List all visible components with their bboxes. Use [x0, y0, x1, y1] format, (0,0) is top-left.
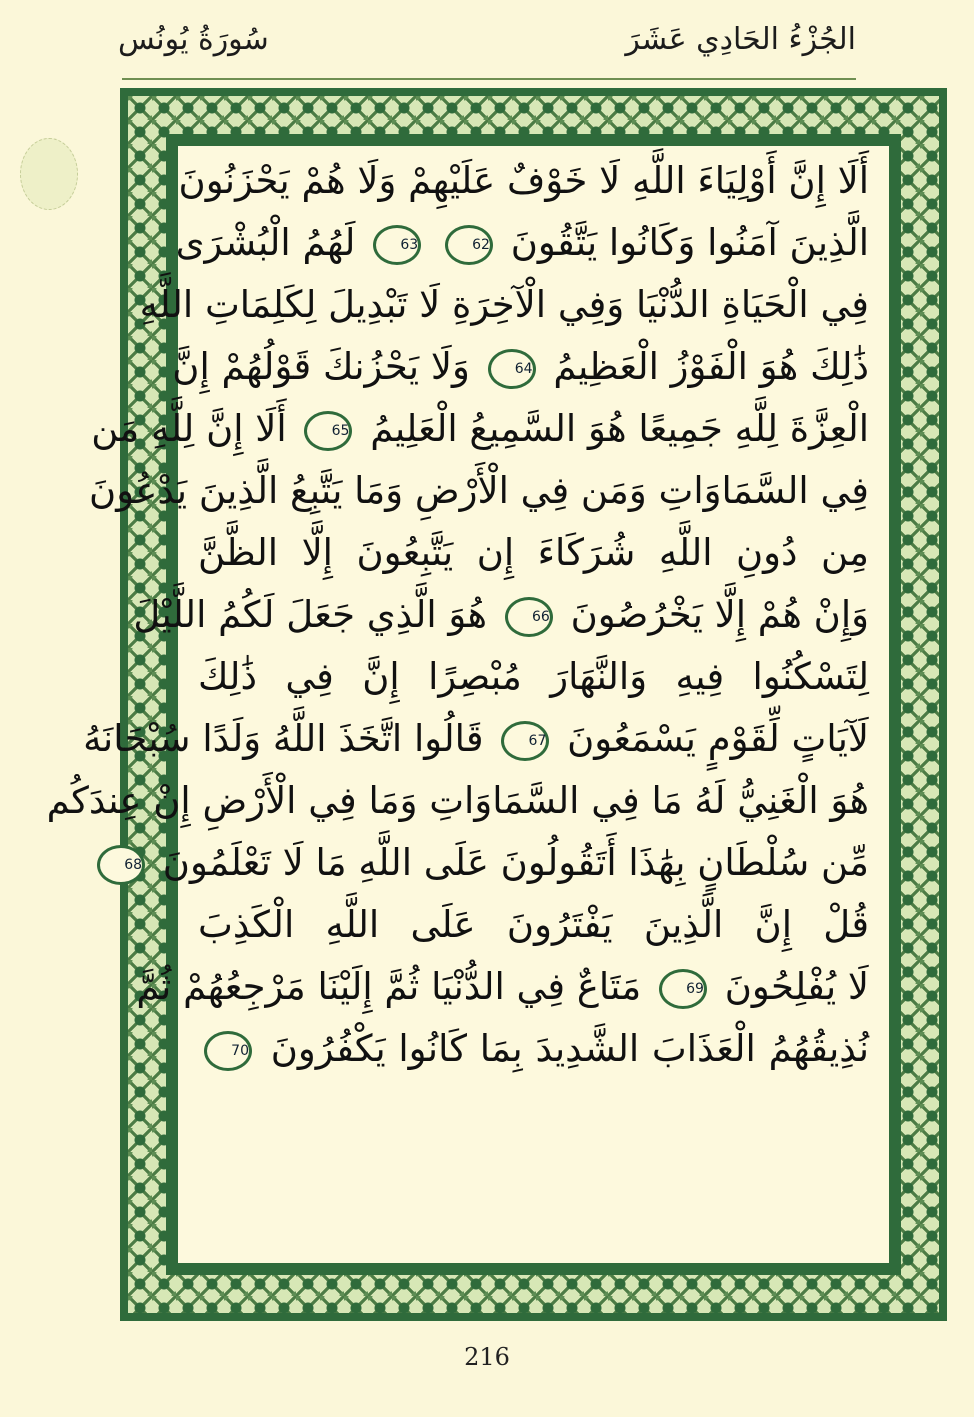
- verse-text: قَالُوا اتَّخَذَ اللَّهُ وَلَدًا سُبْحَانَهُ: [83, 717, 484, 760]
- verse-line: [91, 398, 869, 460]
- verse-text: ذَٰلِكَ هُوَ الْفَوْزُ الْعَظِيمُ: [553, 345, 869, 388]
- ayah-marker: 67: [501, 721, 549, 761]
- quran-text-area: [46, 146, 889, 1263]
- page-number: 216: [464, 1343, 510, 1371]
- ayah-marker: 65: [304, 411, 352, 451]
- verse-line: [198, 1018, 869, 1080]
- verse-text: وَإِنْ هُمْ إِلَّا يَخْرُصُونَ: [570, 593, 869, 636]
- verse-line: [136, 956, 869, 1018]
- verse-text: الَّذِينَ آمَنُوا وَكَانُوا يَتَّقُونَ: [510, 221, 869, 264]
- verse-text: الْعِزَّةَ لِلَّهِ جَمِيعًا هُوَ السَّمِيعُ الْعَلِيمُ: [370, 407, 869, 450]
- verse-line: فِي السَّمَاوَاتِ وَمَن فِي الْأَرْضِ وَمَا يَتَّبِعُ الَّذِينَ يَدْعُونَ: [89, 469, 869, 512]
- verse-text: أَلَا إِنَّ لِلَّهِ مَن: [91, 407, 287, 450]
- verse-text: لَهُمُ الْبُشْرَى: [175, 221, 356, 264]
- ayah-marker: 68: [97, 845, 145, 885]
- surah-name-header: سُورَةُ يُونُس: [118, 22, 269, 57]
- verse-text: لَآيَاتٍ لِّقَوْمٍ يَسْمَعُونَ: [567, 717, 869, 760]
- hizb-marker-icon: [20, 138, 78, 210]
- ayah-marker: 64: [488, 349, 536, 389]
- ayah-marker: 66: [505, 597, 553, 637]
- verse-line: فِي الْحَيَاةِ الدُّنْيَا وَفِي الْآخِرَةِ لَا تَبْدِيلَ لِكَلِمَاتِ اللَّهِ: [139, 283, 869, 326]
- juz-name-header: الجُزْءُ الحَادِي عَشَرَ: [625, 22, 856, 57]
- verse-line: هُوَ الْغَنِيُّ لَهُ مَا فِي السَّمَاوَاتِ وَمَا فِي الْأَرْضِ إِنْ عِندَكُم: [46, 779, 869, 822]
- verse-line: [83, 708, 869, 770]
- ayah-marker: 62: [445, 225, 493, 265]
- verse-text: وَلَا يَحْزُنكَ قَوْلُهُمْ إِنَّ: [172, 345, 470, 388]
- verse-line: [124, 832, 869, 894]
- verse-line: أَلَا إِنَّ أَوْلِيَاءَ اللَّهِ لَا خَوْفٌ عَلَيْهِمْ وَلَا هُمْ يَحْزَنُونَ: [178, 159, 869, 202]
- verse-line: مِن دُونِ اللَّهِ شُرَكَاءَ إِن يَتَّبِعُونَ إِلَّا الظَّنَّ: [198, 531, 869, 574]
- verse-text: هُوَ الَّذِي جَعَلَ لَكُمُ اللَّيْلَ: [133, 593, 488, 636]
- ornamental-frame: [46, 88, 947, 1321]
- verse-text: نُذِيقُهُمُ الْعَذَابَ الشَّدِيدَ بِمَا كَانُوا يَكْفُرُونَ: [270, 1027, 869, 1070]
- ayah-marker: 69: [659, 969, 707, 1009]
- verse-line: [133, 584, 869, 646]
- header-divider: [122, 78, 856, 80]
- verse-line: [175, 212, 869, 274]
- ayah-marker: 70: [204, 1031, 252, 1071]
- verse-text: مِّن سُلْطَانٍ بِهَٰذَا أَتَقُولُونَ عَلَى اللَّهِ مَا لَا تَعْلَمُونَ: [162, 841, 869, 884]
- verse-line: [172, 336, 869, 398]
- verse-line: قُلْ إِنَّ الَّذِينَ يَفْتَرُونَ عَلَى اللَّهِ الْكَذِبَ: [198, 903, 869, 946]
- ayah-marker: 63: [373, 225, 421, 265]
- verse-text: لَا يُفْلِحُونَ: [724, 965, 869, 1008]
- verse-line: لِتَسْكُنُوا فِيهِ وَالنَّهَارَ مُبْصِرًا إِنَّ فِي ذَٰلِكَ: [198, 655, 869, 698]
- verse-text: مَتَاعٌ فِي الدُّنْيَا ثُمَّ إِلَيْنَا مَرْجِعُهُمْ ثُمَّ: [136, 965, 642, 1008]
